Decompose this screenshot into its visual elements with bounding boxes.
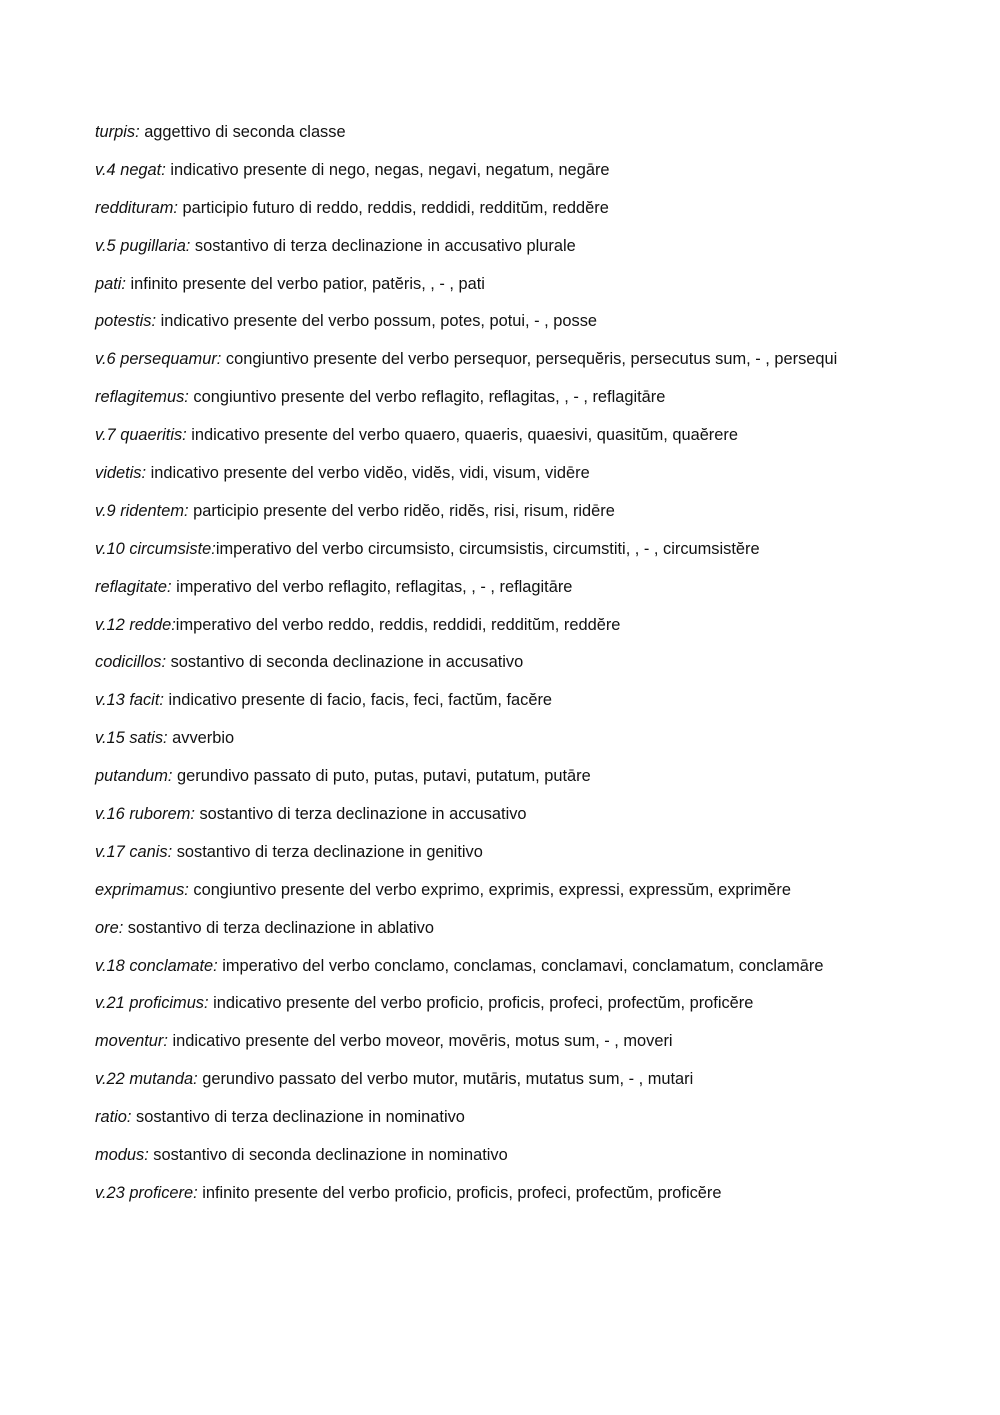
entry-term: exprimamus: [95,880,189,899]
glossary-entry [95,1105,915,1129]
glossary-entry [95,499,915,523]
entry-term: moventur: [95,1032,168,1051]
glossary-entry [95,688,915,712]
entry-term: v.18 conclamate: [95,956,218,975]
entry-gloss: imperativo del verbo circumsisto, circumsistis, circumstiti, , - , circumsistĕre [215,539,760,558]
entry-term: v.9 ridentem: [95,501,189,520]
entry-term: ratio: [95,1108,132,1127]
entry-gloss: sostantivo di terza declinazione in accusativo plurale [190,236,576,255]
entry-gloss: congiuntivo presente del verbo exprimo, exprimis, expressi, expressŭm, exprimĕre [188,880,791,899]
entry-term: v.7 quaeritis: [95,426,187,445]
entry-gloss: infinito presente del verbo patior, patĕris, , - , pati [125,274,485,293]
entry-term: v.13 facit: [95,691,164,710]
glossary-entry [95,991,915,1015]
glossary-entry [95,1181,915,1205]
entry-gloss: congiuntivo presente del verbo reflagito, reflagitas, , - , reflagitāre [188,388,666,407]
glossary-entry [95,537,915,561]
entry-term: reddituram: [95,198,178,217]
entry-term: codicillos: [95,653,167,672]
entry-gloss: indicativo presente del verbo possum, potes, potui, - , posse [156,312,598,331]
glossary-entry [95,347,915,371]
glossary-entry [95,1067,915,1091]
entry-term: potestis: [95,312,157,331]
entry-gloss: gerundivo passato del verbo mutor, mutāris, mutatus sum, - , mutari [197,1070,694,1089]
entry-gloss: imperativo del verbo reddo, reddis, reddidi, redditŭm, reddĕre [175,615,621,634]
entry-term: ore: [95,918,124,937]
glossary-entry [95,158,915,182]
entry-gloss: indicativo presente del verbo vidĕo, vidĕs, vidi, visum, vidēre [146,464,590,483]
glossary-list [95,120,915,1219]
glossary-entry [95,385,915,409]
glossary-entry [95,1143,915,1167]
glossary-entry [95,916,915,940]
entry-term: v.12 redde: [95,615,176,634]
glossary-entry [95,196,915,220]
entry-term: v.6 persequamur: [95,350,222,369]
glossary-entry [95,461,915,485]
glossary-entry [95,575,915,599]
entry-gloss: participio presente del verbo ridĕo, ridĕs, risi, risum, ridēre [188,501,615,520]
entry-gloss: sostantivo di terza declinazione in nominativo [131,1108,465,1127]
entry-gloss: participio futuro di reddo, reddis, reddidi, redditŭm, reddĕre [177,198,609,217]
entry-term: putandum: [95,767,173,786]
entry-gloss: sostantivo di seconda declinazione in nominativo [148,1146,508,1165]
glossary-entry [95,840,915,864]
entry-term: v.23 proficere: [95,1183,198,1202]
glossary-entry [95,309,915,333]
glossary-entry [95,423,915,447]
entry-term: v.21 proficimus: [95,994,209,1013]
entry-gloss: gerundivo passato di puto, putas, putavi, putatum, putāre [172,767,591,786]
entry-gloss: indicativo presente del verbo quaero, quaeris, quaesivi, quasitŭm, quaĕrere [186,426,738,445]
glossary-entry [95,234,915,258]
entry-term: modus: [95,1146,149,1165]
entry-term: pati: [95,274,126,293]
entry-term: turpis: [95,123,140,141]
glossary-entry [95,954,915,978]
glossary-entry [95,272,915,296]
entry-term: videtis: [95,464,147,483]
entry-term: v.22 mutanda: [95,1070,198,1089]
entry-gloss: sostantivo di terza declinazione in accusativo [194,805,527,824]
entry-term: v.15 satis: [95,729,168,748]
entry-term: reflagitate: [95,577,172,596]
entry-gloss: imperativo del verbo conclamo, conclamas, conclamavi, conclamatum, conclamāre [217,956,824,975]
entry-gloss: sostantivo di terza declinazione in ablativo [123,918,434,937]
entry-gloss: infinito presente del verbo proficio, proficis, profeci, profectŭm, proficĕre [197,1183,722,1202]
glossary-entry [95,878,915,902]
entry-term: v.4 negat: [95,160,166,179]
entry-gloss: indicativo presente del verbo moveor, movēris, motus sum, - , moveri [167,1032,673,1051]
entry-term: v.10 circumsiste: [95,539,216,558]
glossary-entry [95,120,915,144]
entry-term: v.17 canis: [95,842,173,861]
entry-gloss: imperativo del verbo reflagito, reflagitas, , - , reflagitāre [171,577,573,596]
entry-term: v.5 pugillaria: [95,236,191,255]
glossary-entry [95,726,915,750]
entry-gloss: aggettivo di seconda classe [139,123,346,141]
entry-gloss: indicativo presente di facio, facis, feci, factŭm, facĕre [163,691,553,710]
glossary-entry [95,613,915,637]
entry-term: v.16 ruborem: [95,805,195,824]
entry-gloss: avverbio [167,729,235,748]
entry-gloss: congiuntivo presente del verbo persequor, persequĕris, persecutus sum, - , persequi [221,350,838,369]
glossary-entry [95,802,915,826]
entry-gloss: indicativo presente di nego, negas, negavi, negatum, negāre [165,160,610,179]
glossary-entry [95,650,915,674]
glossary-entry [95,764,915,788]
entry-gloss: sostantivo di terza declinazione in genitivo [172,842,483,861]
entry-gloss: sostantivo di seconda declinazione in accusativo [166,653,524,672]
glossary-entry [95,1029,915,1053]
entry-gloss: indicativo presente del verbo proficio, proficis, profeci, profectŭm, proficĕre [208,994,754,1013]
entry-term: reflagitemus: [95,388,189,407]
